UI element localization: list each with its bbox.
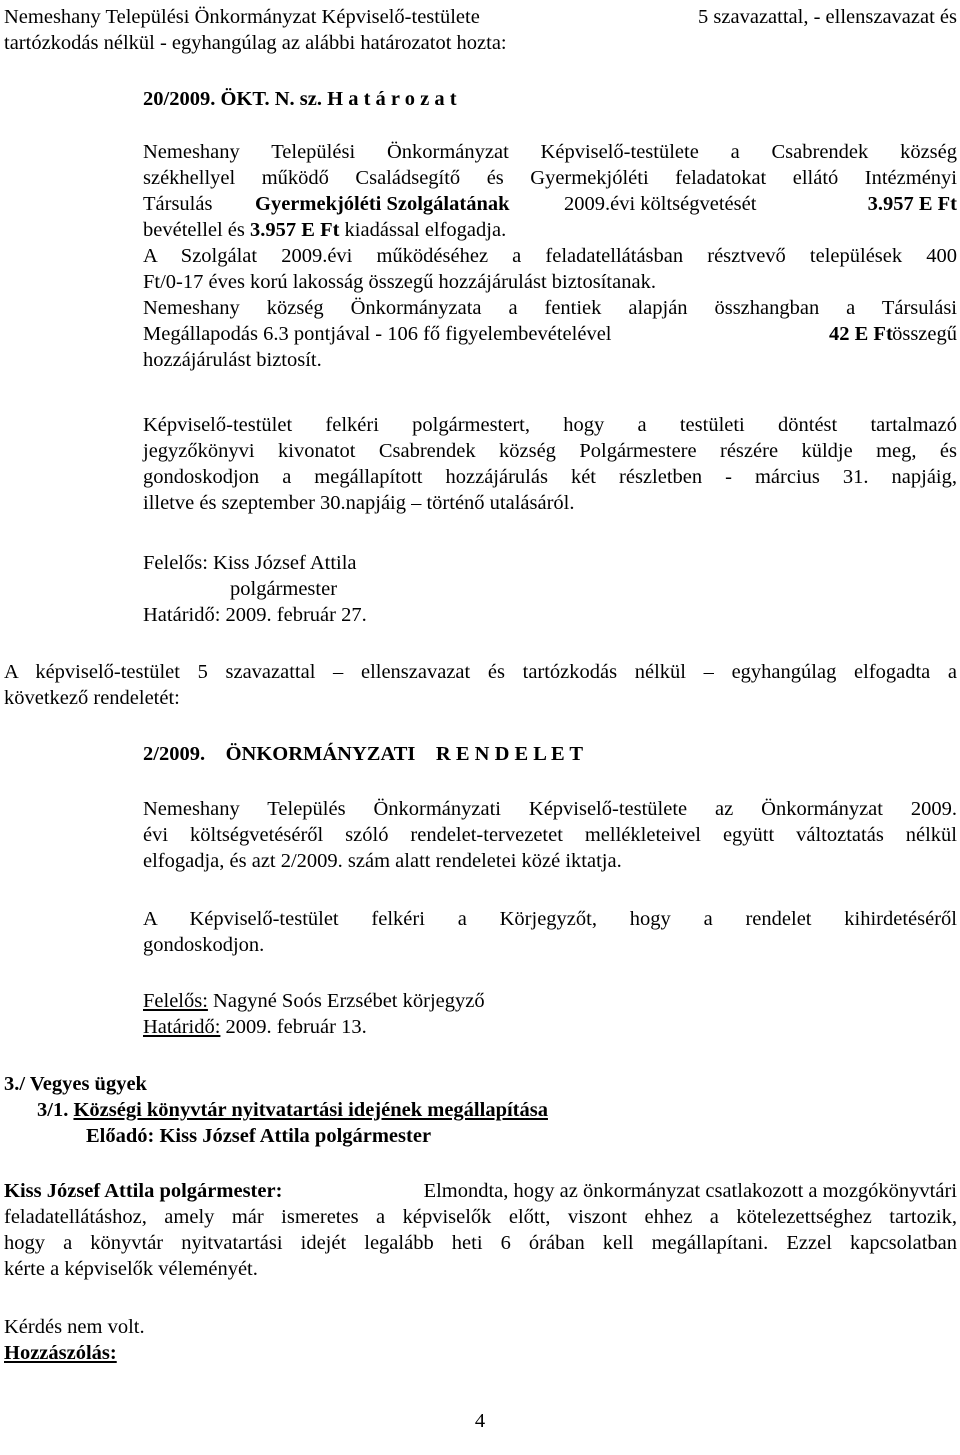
resolution-responsible (143, 550, 743, 628)
decree-p2-line1: A Képviselő-testület felkéri a Körjegyzőt, hogy a rendelet kihirdetéséről (143, 908, 957, 930)
deadline-line: Határidő: 2009. február 27. (143, 604, 367, 626)
decree-responsible (143, 988, 843, 1040)
res-p3-line2-c: összegű (892, 323, 957, 345)
decree-title-1: ÖNKORMÁNYZATI (225, 743, 416, 765)
decree-title-2: R E N D E L E T (435, 743, 584, 765)
res-p3-line1: Nemeshany község Önkormányzata a fentiek alapján összhangban a Társulási (143, 297, 957, 319)
page-number: 4 (474, 1410, 486, 1432)
vote-line1: A képviselő-testület 5 szavazattal – ellenszavazat és tartózkodás nélkül – egyhangúlag elfogadta a (4, 661, 957, 683)
decree-deadline-line (143, 1014, 843, 1040)
res-p1-line3-b: Gyermekjóléti Szolgálatának (255, 193, 510, 215)
section-3-sub (37, 1097, 937, 1123)
resolution-number: 20/2009. ÖKT. N. sz. (143, 88, 322, 110)
res-p1-line3-c: 2009.évi költségvetését (564, 193, 757, 215)
resolution-paragraph-4 (143, 412, 957, 516)
res-p1-line3-d: 3.957 E Ft (867, 193, 957, 215)
res-p1-line1: Nemeshany Települési Önkormányzat Képviselő-testülete a Csabrendek község (143, 141, 957, 163)
intro-paragraph (4, 4, 957, 56)
responsible-line: Felelős: Kiss József Attila (143, 552, 357, 574)
res-p1-line2: székhellyel működő Családsegítő és Gyermekjóléti feladatokat ellátó Intézményi (143, 167, 957, 189)
decree-p1-line3: elfogadja, és azt 2/2009. szám alatt rendeletei közé iktatja. (143, 850, 622, 872)
decree-p1-line2: évi költségvetéséről szóló rendelet-tervezetet mellékleteivel együtt változtatás nélkül (143, 824, 957, 846)
res-p4-line2: jegyzőkönyvi kivonatot Csabrendek község Polgármestere részére küldje meg, és (143, 440, 957, 462)
no-question-text: Kérdés nem volt. (4, 1316, 145, 1338)
resolution-title: H a t á r o z a t (327, 88, 457, 110)
section-3-heading-text: 3./ Vegyes ügyek (4, 1073, 147, 1095)
speaker-name: Kiss József Attila polgármester: (4, 1180, 283, 1202)
resolution-paragraph-1 (143, 139, 957, 373)
res-p3-line3: hozzájárulást biztosít. (143, 349, 322, 371)
intro-line1-right: 5 szavazattal, - ellenszavazat és (698, 6, 957, 28)
comments-heading (4, 1340, 404, 1366)
res-p4-line4: illetve és szeptember 30.napjáig – történő utalásáról. (143, 492, 575, 514)
res-p3-line2-b: 42 E Ft (829, 323, 893, 345)
res-p1-line4-b: 3.957 E Ft (250, 219, 340, 241)
responsible-role: polgármester (230, 578, 338, 600)
presenter (86, 1123, 786, 1149)
decree-paragraph-2 (143, 906, 957, 958)
res-p4-line1: Képviselő-testület felkéri polgármestert, hogy a testületi döntést tartalmazó (143, 414, 957, 436)
speech-line2: feladatellátáshoz, amely már ismeretes a képviselők előtt, viszont ehhez a kötelezettséghez tartozik, (4, 1206, 957, 1228)
res-p3-line2 (143, 321, 957, 347)
decree-number: 2/2009. (143, 743, 206, 765)
sub-number: 3/1. (37, 1099, 69, 1121)
res-p4-line3: gondoskodjon a megállapított hozzájárulás két részletben - március 31. napjáig, (143, 466, 957, 488)
decree-deadline-label: Határidő: (143, 1016, 221, 1038)
speech-line1 (4, 1178, 957, 1204)
speech-line3: hogy a könyvtár nyitvatartási idejét legalább heti 6 órában kell megállapítani. Ezzel kapcsolatban (4, 1232, 957, 1254)
vote-line2: következő rendeletét: (4, 687, 180, 709)
sub-title: Községi könyvtár nyitvatartási idejének megállapítása (73, 1099, 548, 1121)
res-p1-line4 (143, 217, 957, 243)
res-p3-line2-a: Megállapodás 6.3 pontjával - 106 fő figyelembevételével (143, 323, 612, 345)
decree-p1-line1: Nemeshany Település Önkormányzati Képviselő-testülete az Önkormányzat 2009. (143, 798, 957, 820)
res-p1-line3-a: Társulás (143, 193, 213, 215)
resolution-header (143, 86, 743, 112)
intro-line1-left: Nemeshany Települési Önkormányzat Képviselő-testülete (4, 6, 480, 28)
comments-text: Hozzászólás: (4, 1342, 117, 1364)
decree-paragraph-1 (143, 796, 957, 874)
presenter-text: Előadó: Kiss József Attila polgármester (86, 1125, 432, 1147)
no-question (4, 1314, 404, 1340)
res-p1-line4-c: kiadással elfogadja. (344, 219, 507, 241)
speech-paragraph (4, 1178, 957, 1282)
decree-resp-value: Nagyné Soós Erzsébet körjegyző (207, 990, 485, 1012)
decree-p2-line2: gondoskodjon. (143, 934, 265, 956)
decree-header (143, 741, 843, 767)
vote-paragraph (4, 659, 957, 711)
intro-line2: tartózkodás nélkül - egyhangúlag az alábbi határozatot hozta: (4, 32, 507, 54)
speech-line4: kérte a képviselők véleményét. (4, 1258, 258, 1280)
res-p1-line4-a: bevétellel és (143, 219, 245, 241)
res-p2-line1: A Szolgálat 2009.évi működéséhez a feladatellátásban résztvevő települések 400 (143, 245, 957, 267)
decree-deadline-value: 2009. február 13. (220, 1016, 367, 1038)
speech-line1-text: Elmondta, hogy az önkormányzat csatlakozott a mozgókönyvtári (423, 1180, 957, 1202)
res-p2-line2: Ft/0-17 éves korú lakosság összegű hozzájárulást biztosítanak. (143, 271, 656, 293)
res-p1-line3 (143, 191, 957, 217)
decree-resp-label: Felelős: (143, 990, 208, 1012)
section-3-heading (4, 1071, 404, 1097)
decree-resp-line (143, 988, 843, 1014)
